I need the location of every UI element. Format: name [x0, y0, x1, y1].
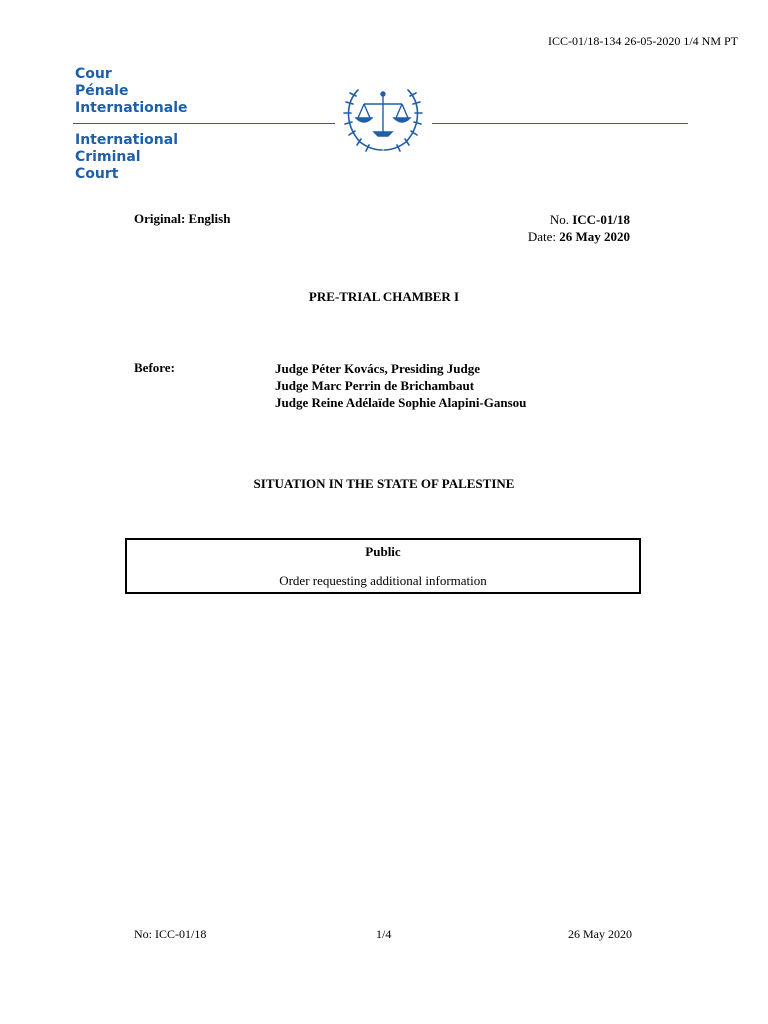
classification-box [125, 538, 641, 594]
judge-name: Judge Reine Adélaïde Sophie Alapini-Gansou [275, 395, 527, 410]
situation-title: SITUATION IN THE STATE OF PALESTINE [253, 476, 515, 491]
logo-english-name [75, 132, 178, 183]
original-language: Original: English [134, 211, 231, 226]
judges-list [275, 360, 526, 411]
document-reference: ICC-01/18-134 26-05-2020 1/4 NM PT [548, 34, 738, 48]
case-date [528, 228, 630, 245]
footer-date: 26 May 2020 [568, 927, 632, 941]
logo-line: Cour [75, 66, 112, 82]
judge-name: Judge Marc Perrin de Brichambaut [275, 378, 475, 393]
document-title: Order requesting additional information [279, 573, 487, 588]
logo-line: Pénale [75, 83, 129, 99]
logo-line: Court [75, 166, 119, 182]
footer-page-number: 1/4 [376, 927, 392, 941]
logo-french-name [75, 66, 188, 117]
logo-rule-right [432, 123, 688, 124]
logo-line: International [75, 132, 179, 148]
case-date-prefix: Date: [527, 229, 560, 244]
case-number [528, 211, 630, 228]
case-number-prefix: No. [549, 212, 573, 227]
logo-rule-left [73, 123, 335, 124]
classification-level: Public [365, 544, 401, 559]
logo-line: Criminal [75, 149, 141, 165]
case-date-value: 26 May 2020 [559, 229, 630, 244]
scales-of-justice-laurel-emblem-icon [338, 80, 428, 154]
logo-line: Internationale [75, 100, 188, 116]
chamber-title: PRE-TRIAL CHAMBER I [308, 289, 460, 304]
before-label: Before: [134, 360, 175, 375]
case-meta [528, 211, 630, 245]
case-number-value: ICC-01/18 [572, 212, 630, 227]
footer-case-number: No: ICC-01/18 [134, 927, 207, 941]
judge-name: Judge Péter Kovács, Presiding Judge [275, 361, 480, 376]
